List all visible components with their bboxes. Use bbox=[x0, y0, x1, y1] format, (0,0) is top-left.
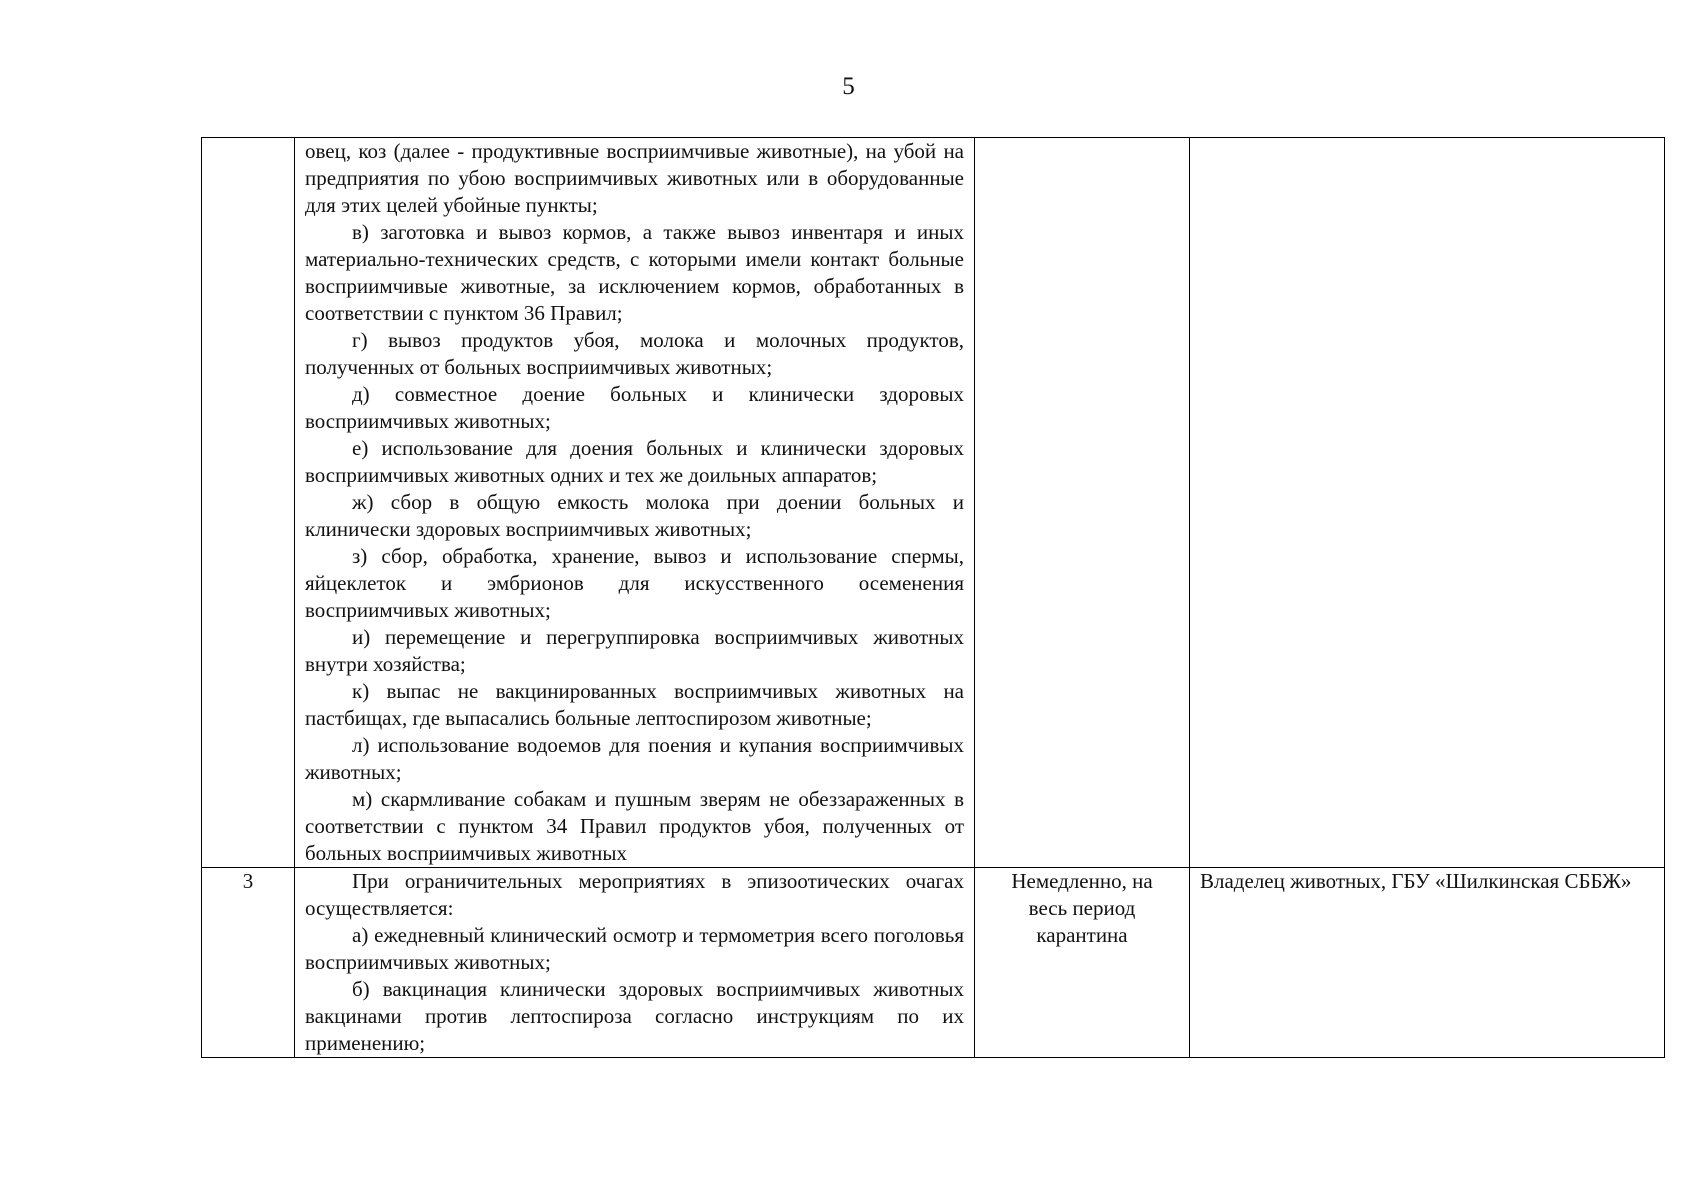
measure-paragraph: б) вакцинация клинически здоровых восприимчивых животных вакцинами против лептоспироза согласно инструкциям по их применению; bbox=[305, 977, 964, 1055]
measures-table bbox=[201, 137, 1665, 1058]
deadline-line: Немедленно, на bbox=[1011, 869, 1153, 893]
table-row bbox=[202, 868, 1665, 1058]
deadline-line: весь период bbox=[1028, 896, 1136, 920]
table-row bbox=[202, 138, 1665, 868]
deadline-cell bbox=[975, 868, 1190, 1058]
deadline-line: карантина bbox=[1036, 923, 1128, 947]
measure-paragraph: к) выпас не вакцинированных восприимчивых животных на пастбищах, где выпасались больные лептоспирозом животные; bbox=[305, 679, 964, 730]
deadline-cell bbox=[975, 138, 1190, 868]
measure-paragraph: е) использование для доения больных и клинически здоровых восприимчивых животных одних и тех же доильных аппаратов; bbox=[305, 436, 964, 487]
measure-paragraph: овец, коз (далее - продуктивные восприимчивые животные), на убой на предприятия по убою восприимчивых животных или в оборудованные для этих целей убойные пункты; bbox=[305, 139, 964, 217]
measure-paragraph: При ограничительных мероприятиях в эпизоотических очагах осуществляется: bbox=[305, 869, 964, 920]
row-number-cell: 3 bbox=[202, 868, 295, 1058]
page-number: 5 bbox=[842, 73, 855, 100]
measure-paragraph: ж) сбор в общую емкость молока при доении больных и клинически здоровых восприимчивых животных; bbox=[305, 490, 964, 541]
measure-description-cell bbox=[295, 868, 975, 1058]
measure-paragraph: з) сбор, обработка, хранение, вывоз и использование спермы, яйцеклеток и эмбрионов для искусственного осеменения восприимчивых животных; bbox=[305, 544, 964, 622]
measure-paragraph: м) скармливание собакам и пушным зверям не обеззараженных в соответствии с пунктом 34 Правил продуктов убоя, полученных от больных восприимчивых животных bbox=[305, 787, 964, 865]
measure-paragraph: в) заготовка и вывоз кормов, а также вывоз инвентаря и иных материально-технических средств, с которыми имели контакт больные восприимчивые животные, за исключением кормов, обработанных в соответствии с пунктом 36 Правил; bbox=[305, 220, 964, 325]
responsible-cell: Владелец животных, ГБУ «Шилкинская СББЖ» bbox=[1190, 868, 1665, 1058]
measure-paragraph: и) перемещение и перегруппировка восприимчивых животных внутри хозяйства; bbox=[305, 625, 964, 676]
measure-paragraph: л) использование водоемов для поения и купания восприимчивых животных; bbox=[305, 733, 964, 784]
measure-paragraph: д) совместное доение больных и клинически здоровых восприимчивых животных; bbox=[305, 382, 964, 433]
responsible-cell bbox=[1190, 138, 1665, 868]
measure-description-cell bbox=[295, 138, 975, 868]
measure-paragraph: г) вывоз продуктов убоя, молока и молочных продуктов, полученных от больных восприимчивых животных; bbox=[305, 328, 964, 379]
measure-paragraph: а) ежедневный клинический осмотр и термометрия всего поголовья восприимчивых животных; bbox=[305, 923, 964, 974]
row-number-cell bbox=[202, 138, 295, 868]
